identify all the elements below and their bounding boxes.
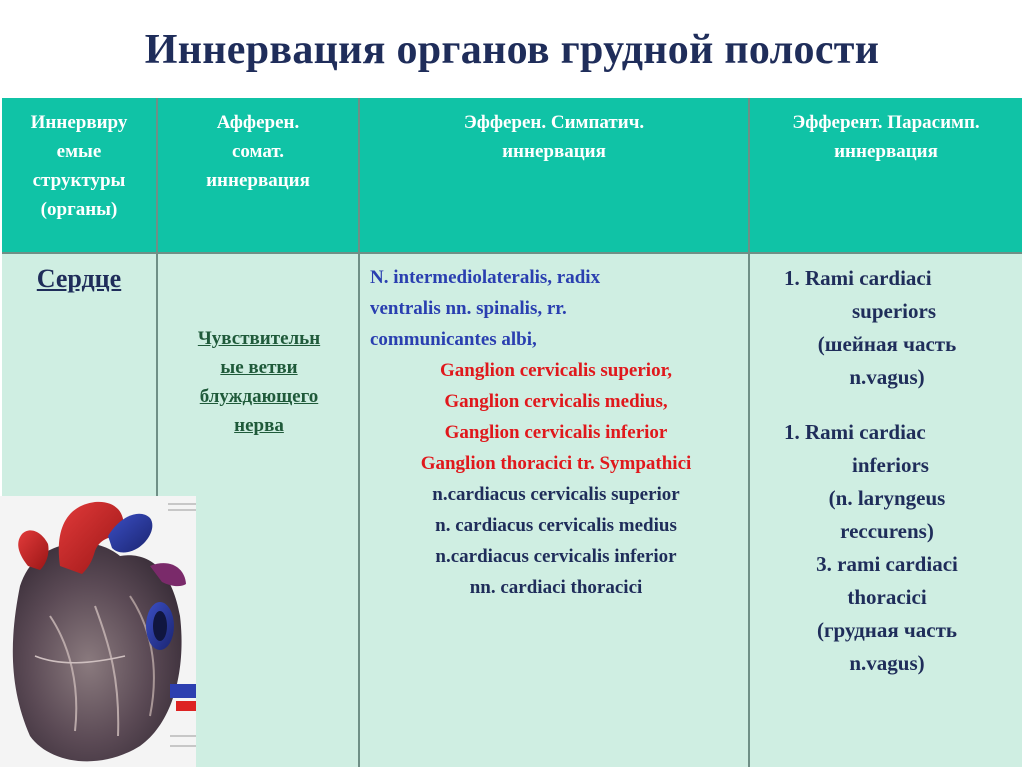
- header-afferent: Афферен. сомат. иннервация: [206, 112, 310, 191]
- column-divider: [748, 98, 750, 767]
- header-parasympathetic: Эфферент. Парасимп. иннервация: [792, 112, 980, 162]
- sympathetic-line: N. intermediolateralis, radix: [370, 267, 601, 288]
- column-divider: [358, 98, 360, 767]
- parasympathetic-line: n.vagus): [849, 365, 925, 389]
- parasympathetic-line: 3. rami cardiaci: [816, 552, 958, 576]
- sympathetic-line: Ganglion cervicalis superior,: [439, 360, 673, 381]
- heart-icon: [0, 496, 196, 767]
- parasympathetic-line: inferiors: [852, 453, 929, 477]
- sympathetic-line: n.cardiacus cervicalis inferior: [435, 546, 677, 567]
- sympathetic-line: Ganglion cervicalis inferior: [444, 422, 668, 443]
- sympathetic-line: n.cardiacus cervicalis superior: [432, 484, 680, 505]
- sympathetic-innervation: [364, 262, 748, 603]
- organ-heart: Сердце: [36, 264, 122, 293]
- heart-illustration: [0, 496, 196, 767]
- parasympathetic-line: 1. Rami cardiaci: [784, 266, 932, 290]
- header-sympathetic: Эфферен. Симпатич. иннервация: [463, 112, 645, 162]
- afferent-innervation: Чувствительн ые ветви блуждающего нерва: [197, 328, 321, 436]
- parasympathetic-innervation: [752, 262, 1022, 680]
- header-organs: Иннервиру емые структуры (органы): [30, 112, 128, 220]
- slide-title: Иннервация органов грудной полости: [144, 27, 880, 73]
- parasympathetic-line: superiors: [852, 299, 936, 323]
- parasympathetic-line: reccurens): [840, 519, 934, 543]
- sympathetic-line: ventralis nn. spinalis, rr.: [370, 298, 567, 319]
- sympathetic-line: n. cardiacus cervicalis medius: [435, 515, 677, 536]
- parasympathetic-line: (грудная часть: [816, 618, 958, 642]
- parasympathetic-line: (n. laryngeus: [828, 486, 946, 510]
- parasympathetic-line: 1. Rami cardiac: [784, 420, 926, 444]
- sympathetic-line: Ganglion cervicalis medius,: [444, 391, 668, 412]
- parasympathetic-line: thoracici: [847, 585, 927, 609]
- row-divider: [2, 252, 1022, 254]
- sympathetic-line: Ganglion thoracici tr. Sympathici: [420, 453, 692, 474]
- sympathetic-line: nn. cardiaci thoracici: [469, 577, 643, 598]
- parasympathetic-line: n.vagus): [849, 651, 925, 675]
- table-header-row: [2, 98, 1022, 252]
- parasympathetic-line: (шейная часть: [817, 332, 957, 356]
- sympathetic-line: communicantes albi,: [370, 329, 537, 350]
